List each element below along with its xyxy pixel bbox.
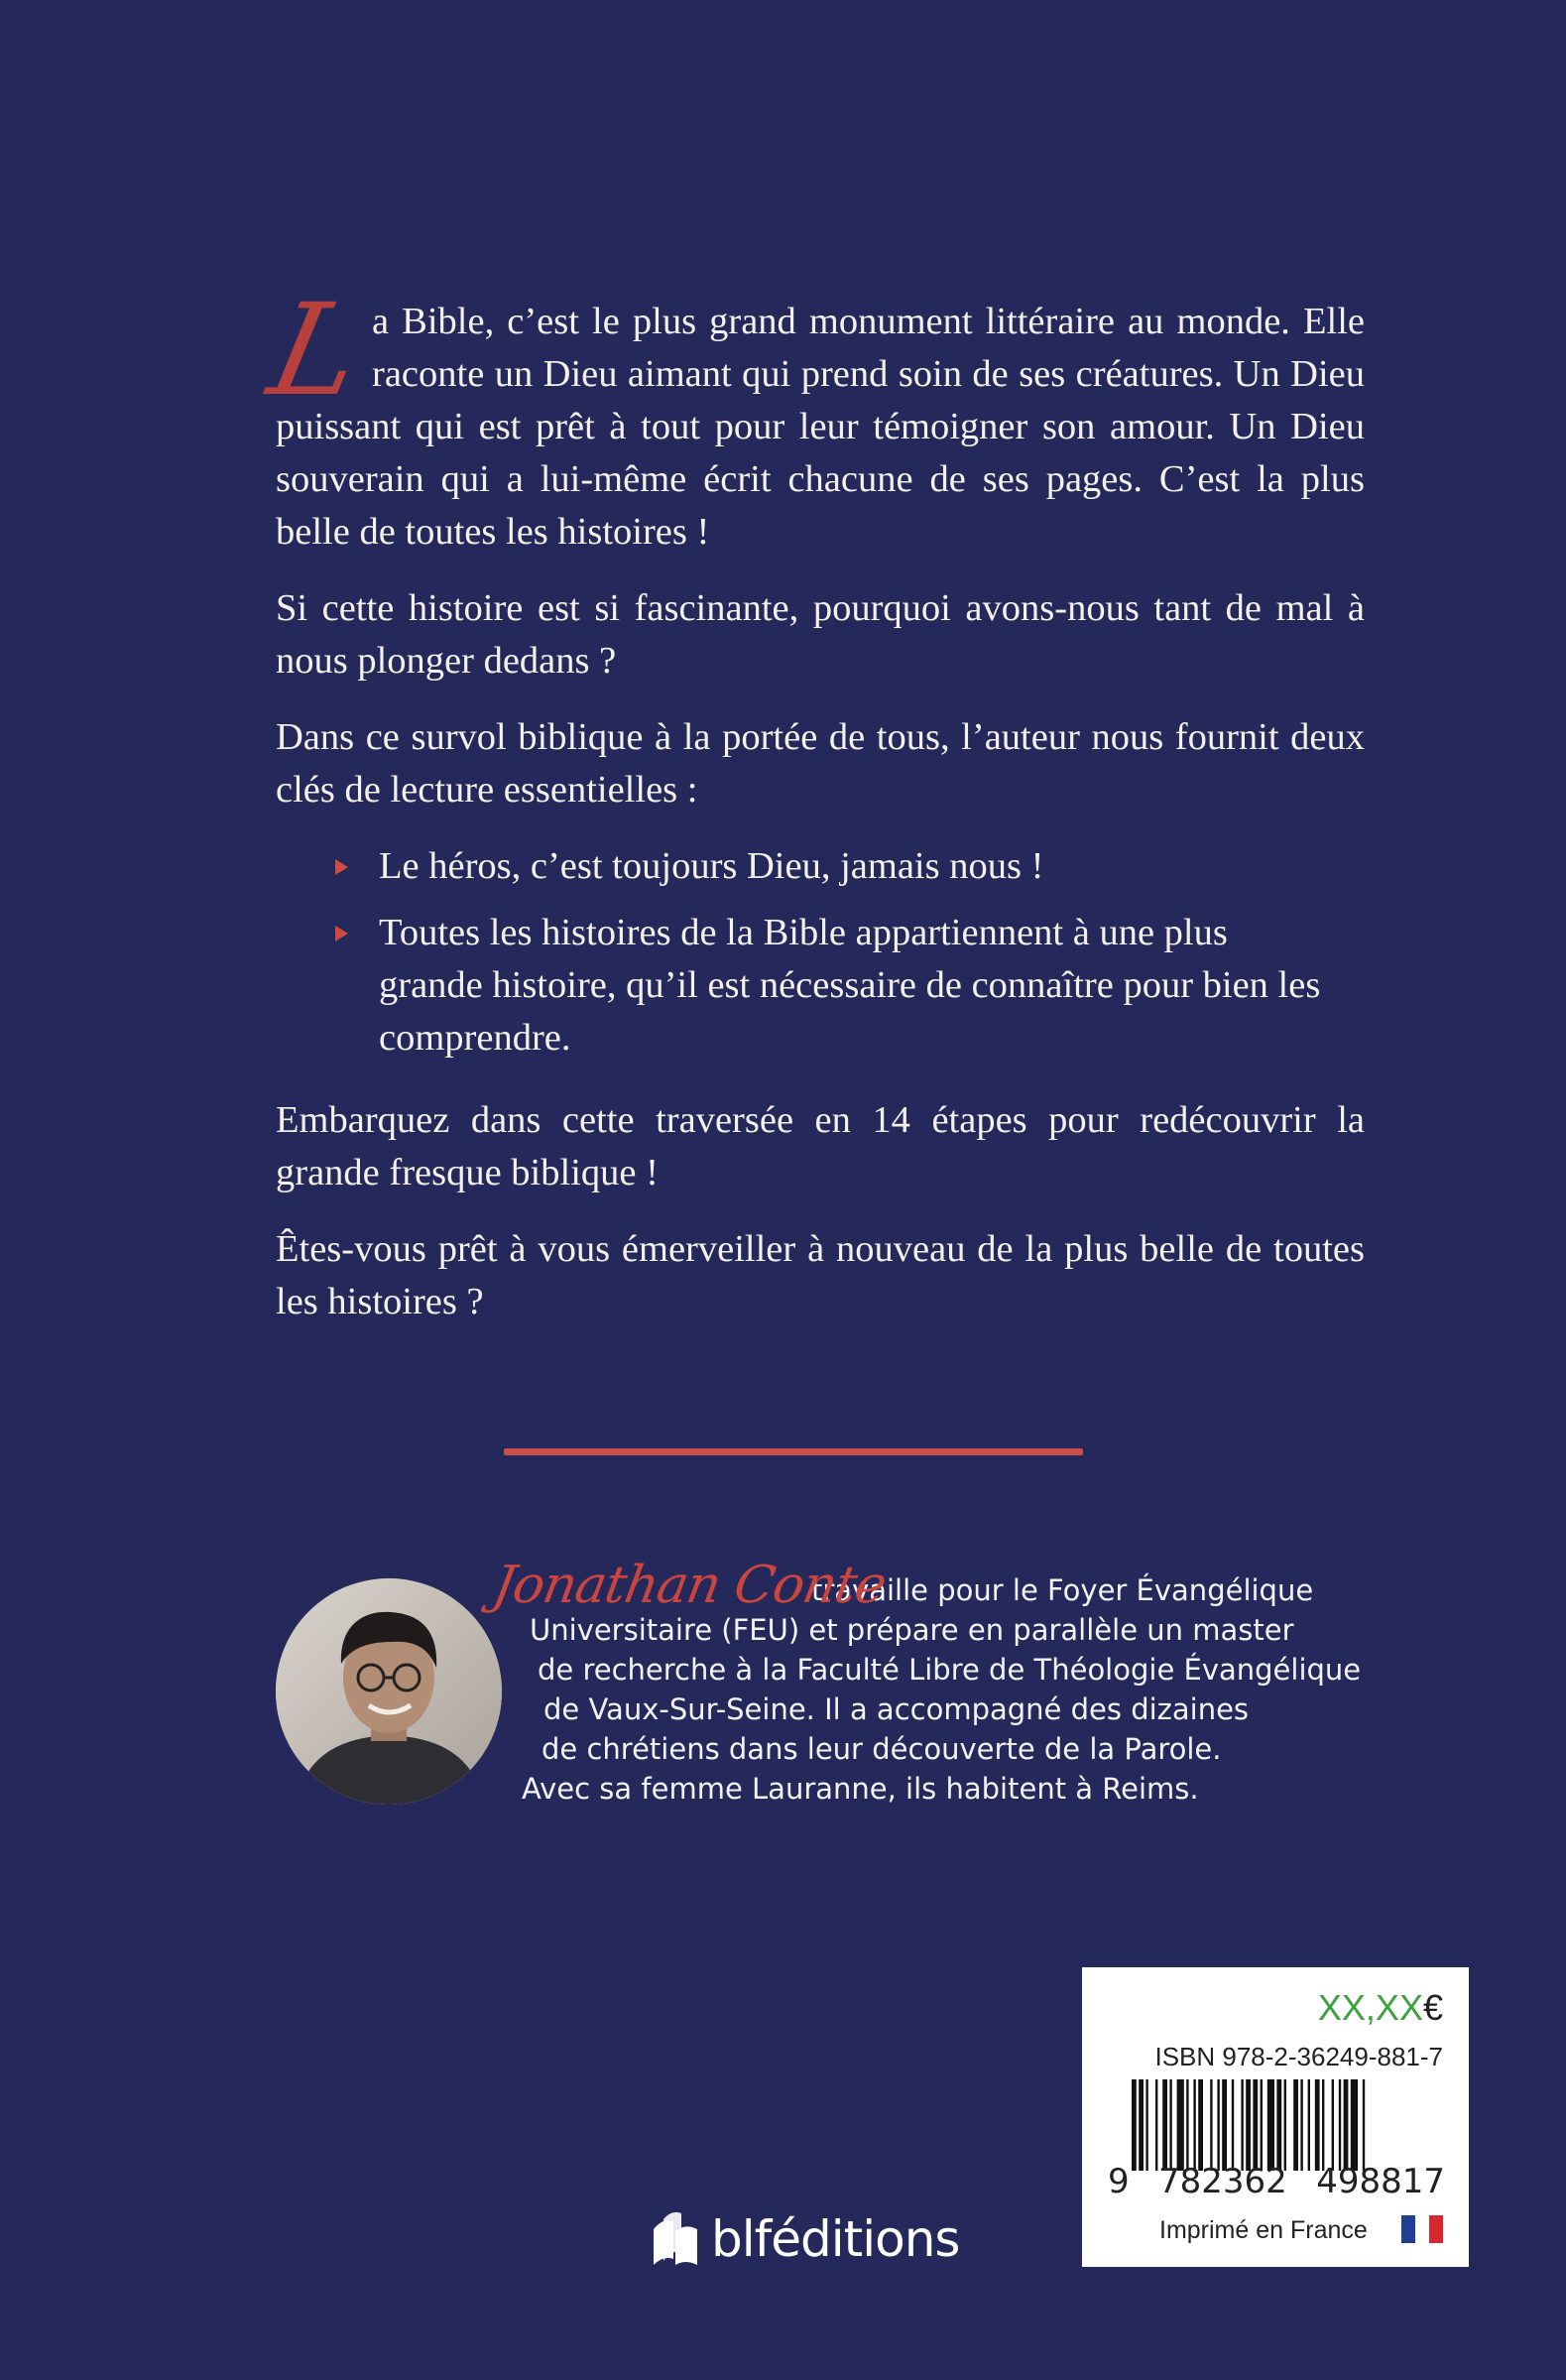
author-portrait-icon: [276, 1578, 502, 1805]
publisher-logo: [650, 2205, 959, 2273]
barcode-digit-group: 782362: [1158, 2162, 1287, 2201]
bio-line: de recherche à la Faculté Libre de Théologie Évangélique: [538, 1653, 1362, 1687]
bio-line: Universitaire (FEU) et prépare en parallèle un master: [530, 1613, 1294, 1647]
section-divider: [504, 1448, 1083, 1455]
blurb-paragraph-3: Dans ce survol biblique à la portée de tous, l’auteur nous fournit deux clés de lecture essentielles :: [276, 716, 1365, 811]
blurb-paragraph-5: Êtes-vous prêt à vous émerveiller à nouveau de la plus belle de toutes les histoires ?: [276, 1228, 1365, 1322]
barcode-digit-group: 9: [1108, 2162, 1130, 2201]
blurb-paragraph-2: Si cette histoire est si fascinante, pourquoi avons-nous tant de mal à nous plonger dedans ?: [276, 587, 1365, 682]
list-item: [379, 840, 1365, 893]
printed-in-label: Imprimé en France: [1159, 2216, 1368, 2244]
price-barcode-box: [1082, 1967, 1469, 2267]
bio-line: Avec sa femme Lauranne, ils habitent à Reims.: [522, 1772, 1199, 1806]
book-pages-icon: [650, 2209, 701, 2269]
publisher-name: blféditions: [711, 2210, 960, 2268]
blurb-paragraph-4: Embarquez dans cette traversée en 14 étapes pour redécouvrir la grande fresque biblique !: [276, 1099, 1365, 1193]
list-item-text: Toutes les histoires de la Bible appartiennent à une plus grande histoire, qu’il est nécessaire de connaître pour bien les comprendre.: [379, 912, 1321, 1059]
list-item-text: Le héros, c’est toujours Dieu, jamais nous !: [379, 845, 1044, 887]
bio-line: de Vaux-Sur-Seine. Il a accompagné des dizaines: [543, 1692, 1250, 1726]
triangle-bullet-icon: [335, 926, 348, 941]
isbn-label: ISBN 978-2-36249-881-7: [1154, 2042, 1443, 2071]
barcode-digit-group: 498817: [1316, 2162, 1445, 2201]
price-currency: €: [1422, 1987, 1443, 2028]
blurb-paragraph-1: [258, 277, 1365, 559]
barcode-digits: [1108, 2162, 1445, 2201]
price-label: [1318, 1987, 1443, 2029]
drop-cap: L: [258, 277, 374, 425]
key-list: [276, 840, 1365, 1065]
bio-line: de chrétiens dans leur découverte de la Parole.: [542, 1732, 1222, 1766]
barcode-icon: [1130, 2079, 1441, 2171]
blurb-paragraph-1-text: a Bible, c’est le plus grand monument littéraire au monde. Elle raconte un Dieu aimant qui prend soin de ses créatures. Un Dieu puissant qui est prêt à tout pour leur témoigner son amour. Un Dieu souverain qui a lui-même écrit chacune de ses pages. C’est la plus belle de toutes les histoires !: [276, 301, 1365, 553]
bio-line: travaille pour le Foyer Évangélique: [811, 1573, 1314, 1607]
price-amount: XX,XX: [1317, 1987, 1423, 2028]
french-flag-icon: [1401, 2215, 1443, 2243]
triangle-bullet-icon: [335, 859, 348, 875]
list-item: [379, 907, 1365, 1065]
author-photo: [276, 1578, 502, 1805]
back-cover-blurb: [258, 277, 1365, 1352]
author-name: Jonathan Conte: [488, 1556, 891, 1615]
